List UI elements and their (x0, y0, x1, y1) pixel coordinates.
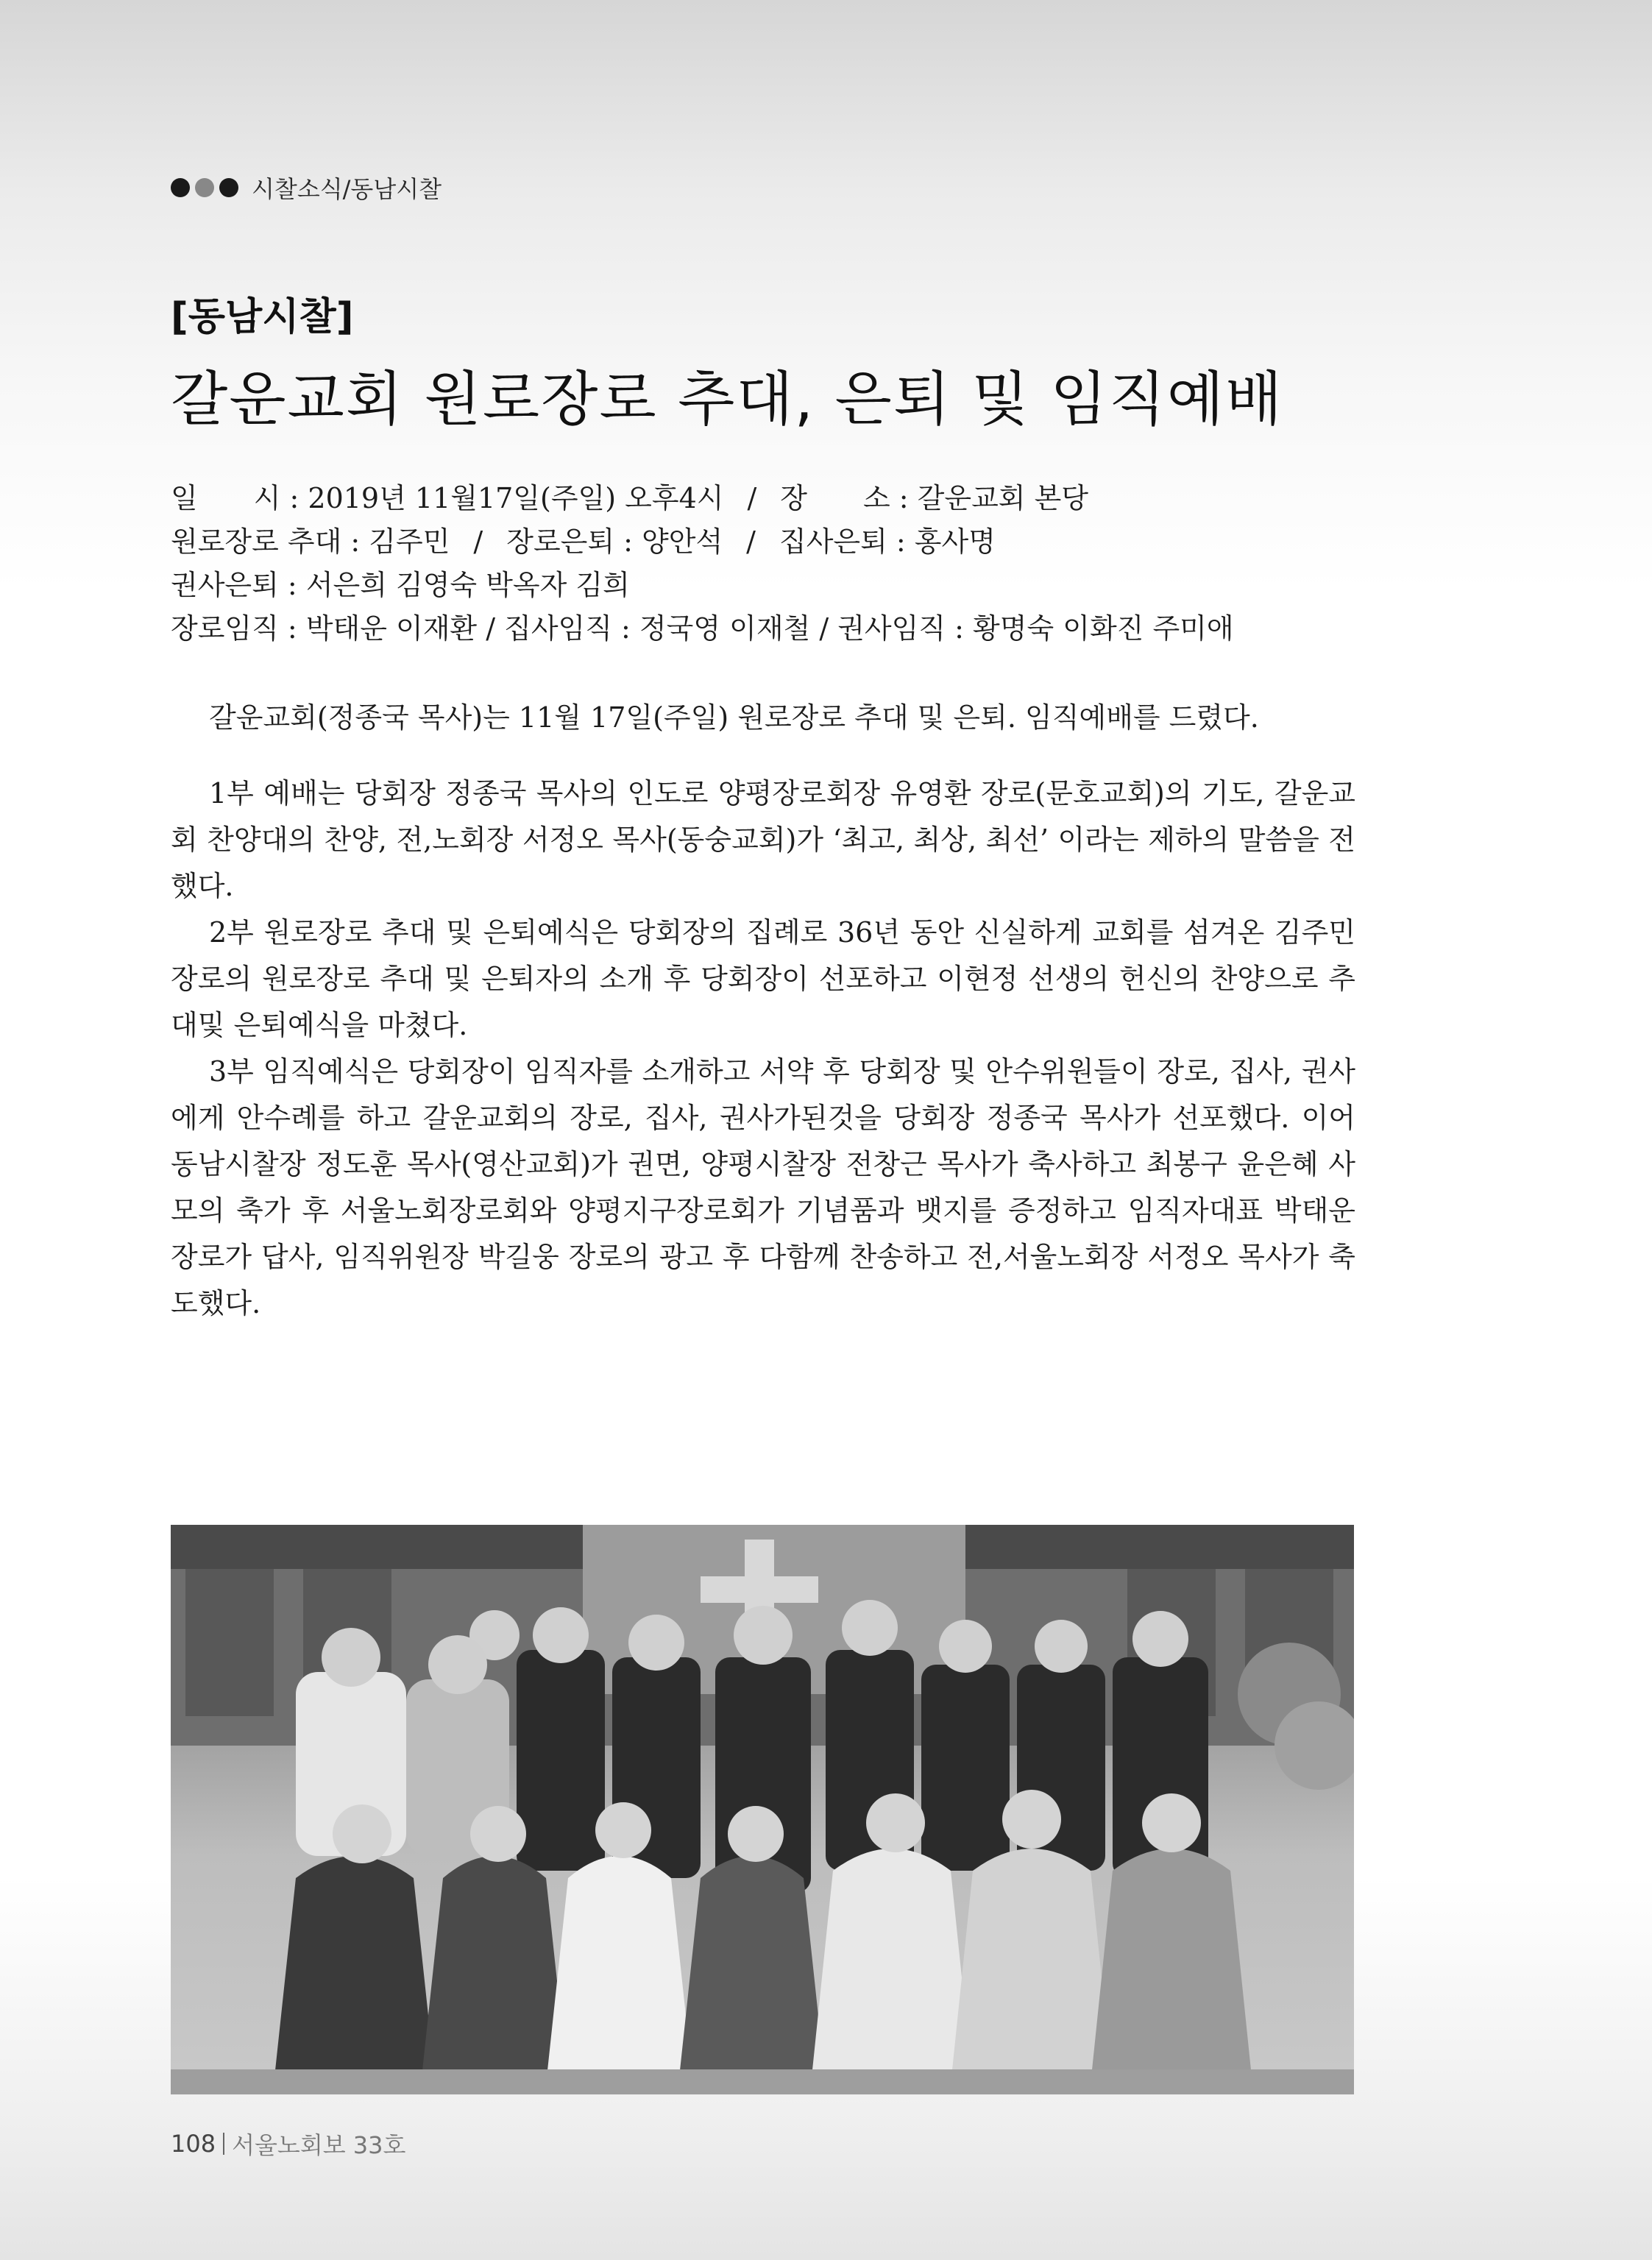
info-line-date-place: 일 시 : 2019년 11월17일(주일) 오후4시 / 장 소 : 갈운교회 본당 (171, 482, 1088, 514)
article-category: [동남시찰] (171, 295, 354, 339)
elder-ordain-value: 박태운 이재환 (305, 612, 478, 645)
article-headline: 갈운교회 원로장로 추대, 은퇴 및 임직예배 (171, 365, 1284, 433)
elder-emeritus-value: 김주민 (369, 525, 450, 558)
elder-ordain-label: 장로임직 (171, 612, 279, 645)
info-line-kwonsa-retire: 권사은퇴 : 서은희 김영숙 박옥자 김희 (171, 569, 630, 601)
date-value: 2019년 11월17일(주일) 오후4시 (308, 482, 724, 514)
dot-dark-icon (219, 178, 238, 197)
group-photo-illustration (171, 1525, 1354, 2094)
body-paragraph: 1부 예배는 당회장 정종국 목사의 인도로 양평장로회장 유영환 장로(문호교회)의 기도, 갈운교회 찬양대의 찬양, 전,노회장 서정오 목사(동숭교회)가 ‘최고, 최상, 최선’ 이라는 제하의 말씀을 전했다. (171, 777, 1355, 902)
three-dots-icon (171, 178, 238, 197)
info-line-retire: 원로장로 추대 : 김주민 / 장로은퇴 : 양안석 / 집사은퇴 : 홍사명 (171, 525, 996, 558)
dot-gray-icon (195, 178, 214, 197)
deacon-ordain-value: 정국영 이재철 (639, 612, 811, 645)
group-photo (171, 1525, 1354, 2094)
kwonsa-retire-value: 서은희 김영숙 박옥자 김희 (305, 569, 630, 601)
section-tag-label: 시찰소식/동남시찰 (252, 175, 442, 203)
deacon-retire-value: 홍사명 (914, 525, 996, 558)
section-tag (171, 171, 442, 205)
body-paragraph: 3부 임직예식은 당회장이 임직자를 소개하고 서약 후 당회장 및 안수위원들이 장로, 집사, 권사에게 안수례를 하고 갈운교회의 장로, 집사, 권사가된것을 당회장 정종국 목사가 선포했다. 이어 동남시찰장 정도훈 목사(영산교회)가 권면, 양평시찰장 전창근 목사가 축사하고 최봉구 윤은혜 사모의 축가 후 서울노회장로회와 양평지구장로회가 기념품과 뱃지를 증정하고 임직자대표 박태운 장로가 답사, 임직위원장 박길웅 장로의 광고 후 다함께 찬송하고 전,서울노회장 서정오 목사가 축도했다. (171, 1055, 1355, 1319)
page-footer (171, 2127, 405, 2161)
magazine-name: 서울노회보 33호 (232, 2131, 406, 2159)
dot-dark-icon (171, 178, 190, 197)
elder-retire-label: 장로은퇴 (506, 525, 615, 558)
article-body (171, 695, 1355, 1327)
date-label: 일 시 (171, 482, 281, 514)
event-info (171, 477, 1363, 651)
kwonsa-retire-label: 권사은퇴 (171, 569, 279, 601)
elder-emeritus-label: 원로장로 추대 (171, 525, 342, 558)
place-label: 장 소 (780, 482, 890, 514)
footer-divider (223, 2133, 224, 2155)
deacon-ordain-label: 집사임직 (504, 612, 612, 645)
info-line-ordain: 장로임직 : 박태운 이재환 / 집사임직 : 정국영 이재철 / 권사임직 : 황명숙 이화진 주미애 (171, 612, 1234, 645)
body-paragraph: 2부 원로장로 추대 및 은퇴예식은 당회장의 집례로 36년 동안 신실하게 교회를 섬겨온 김주민 장로의 원로장로 추대 및 은퇴자의 소개 후 당회장이 선포하고 이현정 선생의 헌신의 찬양으로 추대및 은퇴예식을 마쳤다. (171, 916, 1355, 1041)
place-value: 갈운교회 본당 (917, 482, 1088, 514)
deacon-retire-label: 집사은퇴 (779, 525, 887, 558)
page-number: 108 (171, 2130, 216, 2158)
body-paragraph: 갈운교회(정종국 목사)는 11월 17일(주일) 원로장로 추대 및 은퇴. 임직예배를 드렸다. (209, 701, 1259, 734)
kwonsa-ordain-value: 황명숙 이화진 주미애 (973, 612, 1234, 645)
kwonsa-ordain-label: 권사임직 (837, 612, 946, 645)
elder-retire-value: 양안석 (642, 525, 723, 558)
